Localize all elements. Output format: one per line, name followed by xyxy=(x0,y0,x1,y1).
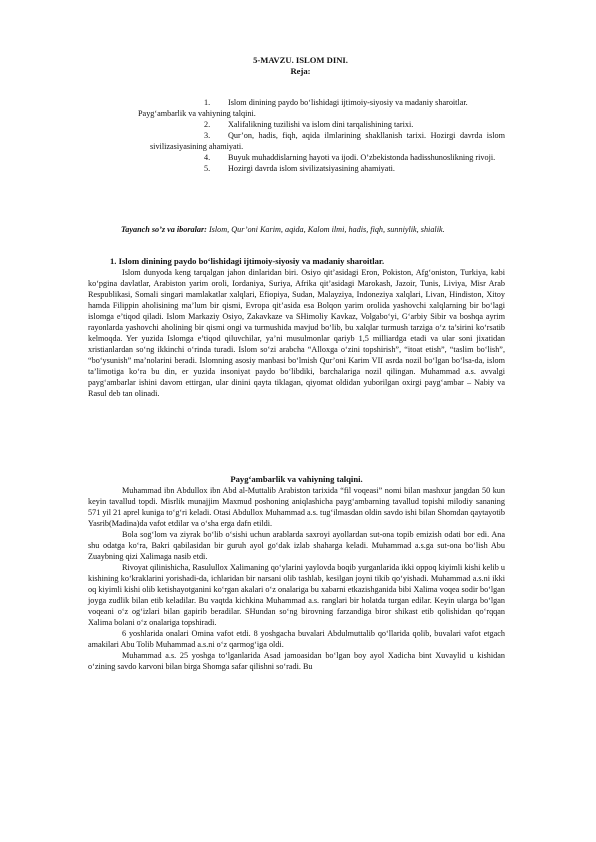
plan-item-4 xyxy=(150,152,505,163)
plan-item-1 xyxy=(150,97,505,108)
section-1-paragraph: Islom dunyoda keng tarqalgan jahon dinlaridan biri. Osiyo qit’asidagi Eron, Pokiston, Afg‘oniston, Turkiya, kabi ko‘pgina davlatlar, Arabiston yarim oroli, Iordaniya, Suriya, Afrika qit’asidagi Marokash, Jazoir, Tunis, Liviya, Misr Arab Respublikasi, Somali singari mamlakatlar xalqlari, Efiopiya, Sudan, Malayziya, Indoneziya xalqlari, Livan, Hindiston, Xitoy hamda Filippin aholisining ma’lum bir qismi, Evropa qit’asida esa Bolqon yarim orolida yashovchi xalqlarning bir bo‘lagi islomga e’tiqod qiladi. Islom Markaziy Osiyo, Zakavkaze va SHimoliy Kavkaz, Volgabo‘yi, G‘arbiy Sibir va boshqa ayrim rayonlarda yashovchi aholining bir qismi ongi va turmushida mavjud bo‘lib, bu xalqlar turmush tarziga o‘z ta’sirini ko‘rsatib kelmoqda. Yer yuzida Islomga e’tiqod qiluvchilar, ya’ni musulmonlar qariyb 1,5 milliardga etadi va ular soni jixatidan xristianlardan so‘ng ikkinchi o‘rinda turadi. Islom so‘zi arabcha “Alloxga o‘zini topshirish”, “itoat etish”, “taslim bo‘lish”, “bo‘ysunish” ma’nolarini beradi. Islomning asosiy manbasi bo‘lmish Qur’oni Karim VII asrda nozil bo‘lgan bo‘lsa-da, islom ta’limotiga ko‘ra bu din, er yuzida insoniyat paydo bo‘libdiki, barchalariga nozil qilingan. Muhammad a.s. avvalgi payg‘ambarlar ishini davom ettirgan, ular dinini qayta tiklagan, qiyomat oldidan yuborilgan oxirgi payg‘ambar – Nabiy va Rasul deb tan olinadi. xyxy=(88,268,505,398)
plan-item-number: 3. xyxy=(204,131,211,140)
plan-item-2 xyxy=(150,119,505,130)
plan-list xyxy=(138,97,505,174)
plan-item-text: Qur’on, hadis, fiqh, aqida ilmlarining shakllanish tarixi. Hozirgi davrda islom sivilizasiyasining ahamiyati. xyxy=(150,131,505,151)
plan-item-number: 5. xyxy=(204,164,211,173)
plan-item-number: 4. xyxy=(204,153,211,162)
section-2-paragraph-1: Muhammad ibn Abdullox ibn Abd al-Muttalib Arabiston tarixida “fil voqeasi” nomi bilan mashxur jangdan 50 kun keyin tavallud topdi. Misrlik munajjim Maxmud poshoning aniqlashicha payg‘ambarning tavallud topishi milodiy sananing 571 yil 21 aprel kuniga to‘g‘ri keladi. Otasi Abdullox Muhammad a.s. tug‘ilmasdan oldin savdo ishi bilan Shomdan qaytayotib Yasrib(Madina)da vafot etdilar va o‘sha erga dafn etildi. xyxy=(88,486,505,528)
section-2-paragraph-5: Muhammad a.s. 25 yoshga to‘lganlarida Asad jamoasidan bo‘lgan boy ayol Xadicha bint Xuvaylid u kishidan o‘zining savdo karvoni bilan birga Shomga safar qilishni so‘radi. Bu xyxy=(88,651,505,671)
plan-item-1b xyxy=(138,108,505,119)
plan-item-number: 1. xyxy=(204,98,211,107)
page-title: 5-MAVZU. ISLOM DINI. xyxy=(253,55,348,65)
keywords xyxy=(88,224,505,235)
plan-item-text: Buyuk muhaddislarning hayoti va ijodi. O’zbekistonda hadisshunoslikning rivoji. xyxy=(228,153,496,162)
plan-item-text: Xalifalikning tuzilishi va islom dini tarqalishining tarixi. xyxy=(228,120,414,129)
section-2-paragraph-3: Rivoyat qilinishicha, Rasulullox Xalimaning qo‘ylarini yaylovda boqib yurganlarida ikki oppoq kiyimli kishi kelib u kishining ko‘kraklarini yorishadi-da, ichlaridan bir narsani olib tashlab, kesilgan joyni tikib qo‘yishadi. Muhammad a.s.ni ikki oq kiyimli kishi olib ketishayotganini ko‘rgan akalari o‘z onalariga bu xabarni etkazishganida bibi Xalima voqea sodir bo‘lgan joyga zudlik bilan etib keladilar. Bu vaqtda kichkina Muhammad a.s. ranglari bir holatda turgan edilar. Keyin ularga bo‘lgan voqeani o‘z og‘izlari bilan gapirib beradilar. SHundan so‘ng birovning farzandiga biror shikast etib qolishidan qo‘rqqan Xalima bolani o‘z onalariga topshiradi. xyxy=(88,563,505,627)
header-block xyxy=(96,55,505,78)
keywords-text: Islom, Qur’oni Karim, aqida, Kalom ilmi, hadis, fiqh, sunniylik, shialik. xyxy=(206,225,445,234)
section-2-paragraph-2: Bola sog‘lom va ziyrak bo‘lib o‘sishi uchun arablarda saxroyi ayollardan sut-ona topib emizish odati bor edi. Ana shu odatga ko‘ra, Bakri qabilasidan bir guruh ayol go‘dak izlab shaharga keladi. Muhammad a.s.ga sut-ona bo‘lish Abu Zuaybning qizi Xalimaga nasib etdi. xyxy=(88,530,505,561)
plan-item-number: 2. xyxy=(204,120,211,129)
plan-item-text: Hozirgi davrda islom sivilizatsiyasining ahamiyati. xyxy=(228,164,395,173)
section-1 xyxy=(88,256,505,399)
plan-heading: Reja: xyxy=(290,66,311,76)
section-2-title: Payg‘ambarlik va vahiyning talqini. xyxy=(230,474,363,484)
plan-item-text: Islom dinining paydo bo‘lishidagi ijtimoiy-siyosiy va madaniy sharoitlar. xyxy=(228,98,468,107)
keywords-block xyxy=(88,224,505,235)
section-2-paragraph-4: 6 yoshlarida onalari Omina vafot etdi. 8 yoshgacha buvalari Abdulmuttalib qo‘llarida qolib, buvalari vafot etgach amakilari Abu Tolib Muhammad a.s.ni o‘z qarmog‘iga oldi. xyxy=(88,629,505,649)
plan-item-text: Payg‘ambarlik va vahiyning talqini. xyxy=(138,109,256,118)
keywords-label: Tayanch so’z va iboralar: xyxy=(121,225,207,234)
section-1-title: 1. Islom dinining paydo bo‘lishidagi ijtimoiy-siyosiy va madaniy sharoitlar. xyxy=(110,256,385,266)
plan-item-5 xyxy=(150,163,505,174)
plan-item-3 xyxy=(150,130,505,152)
section-2 xyxy=(88,474,505,672)
